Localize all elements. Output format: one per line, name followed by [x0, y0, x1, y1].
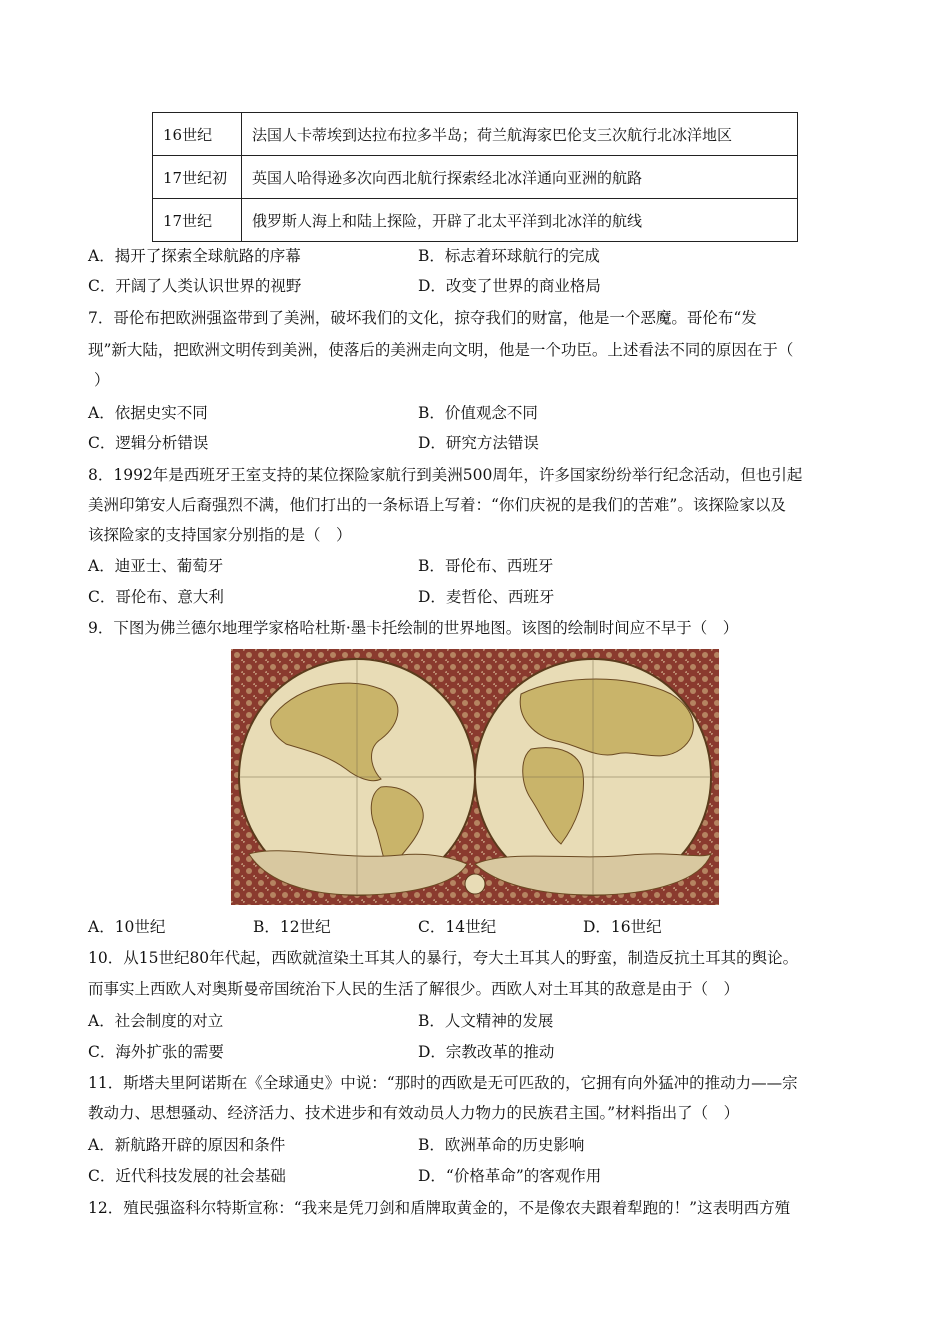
q12-stem-line: 12．殖民强盗科尔特斯宣称：“我来是凭刀剑和盾牌取黄金的，不是像农夫跟着犁跑的！”这表明西方殖 — [88, 1199, 791, 1217]
q10-stem-line: 10．从15世纪80年代起，西欧就渲染土耳其人的暴行，夸大土耳其人的野蛮，制造反抗土耳其的舆论。 — [88, 949, 799, 967]
q7-option-b[interactable]: B．价值观念不同 — [418, 404, 538, 422]
eastern-hemisphere — [475, 659, 711, 895]
q8-stem-line: 美洲印第安人后裔强烈不满，他们打出的一条标语上写着：“你们庆祝的是我们的苦难”。该探险家以及 — [88, 496, 786, 514]
q7-stem-line: ） — [94, 371, 110, 389]
table-row — [153, 156, 798, 199]
q9-option-b[interactable]: B．12世纪 — [253, 918, 331, 936]
event-cell: 英国人哈得逊多次向西北航行探索经北冰洋通向亚洲的航路 — [242, 156, 798, 199]
q11-option-b[interactable]: B．欧洲革命的历史影响 — [418, 1136, 585, 1154]
table-row — [153, 113, 798, 156]
q6-option-c[interactable]: C．开阔了人类认识世界的视野 — [88, 277, 302, 295]
q6-option-b[interactable]: B．标志着环球航行的完成 — [418, 247, 600, 265]
q8-stem-line: 8．1992年是西班牙王室支持的某位探险家航行到美洲500周年，许多国家纷纷举行纪念活动，但也引起 — [88, 466, 803, 484]
q10-option-c[interactable]: C．海外扩张的需要 — [88, 1043, 224, 1061]
q7-option-d[interactable]: D．研究方法错误 — [418, 434, 539, 452]
q8-option-b[interactable]: B．哥伦布、西班牙 — [418, 557, 554, 575]
q6-option-d[interactable]: D．改变了世界的商业格局 — [418, 277, 601, 295]
q11-option-d[interactable]: D．“价格革命”的客观作用 — [418, 1167, 602, 1185]
q11-option-a[interactable]: A．新航路开辟的原因和条件 — [88, 1136, 286, 1154]
q11-stem-line: 教动力、思想骚动、经济活力、技术进步和有效动员人力物力的民族君主国。”材料指出了（ ） — [88, 1104, 740, 1122]
q7-stem-line: 7．哥伦布把欧洲强盗带到了美洲，破坏我们的文化，掠夺我们的财富，他是一个恶魔。哥伦布“发 — [88, 309, 757, 327]
q10-stem-line: 而事实上西欧人对奥斯曼帝国统治下人民的生活了解很少。西欧人对土耳其的敌意是由于（ ） — [88, 980, 740, 998]
q8-option-d[interactable]: D．麦哲伦、西班牙 — [418, 588, 555, 606]
event-cell: 法国人卡蒂埃到达拉布拉多半岛；荷兰航海家巴伦支三次航行北冰洋地区 — [242, 113, 798, 156]
mercator-world-map — [231, 649, 719, 905]
q10-option-d[interactable]: D．宗教改革的推动 — [418, 1043, 555, 1061]
q8-option-a[interactable]: A．迪亚士、葡萄牙 — [88, 557, 224, 575]
q9-option-a[interactable]: A．10世纪 — [88, 918, 166, 936]
q9-stem-line: 9．下图为佛兰德尔地理学家格哈杜斯·墨卡托绘制的世界地图。该图的绘制时间应不早于（ ） — [88, 619, 739, 637]
event-cell: 俄罗斯人海上和陆上探险，开辟了北太平洋到北冰洋的航线 — [242, 199, 798, 242]
q9-option-c[interactable]: C．14世纪 — [418, 918, 497, 936]
q7-option-c[interactable]: C．逻辑分析错误 — [88, 434, 209, 452]
table-row — [153, 199, 798, 242]
q8-option-c[interactable]: C．哥伦布、意大利 — [88, 588, 224, 606]
era-cell: 16世纪 — [153, 113, 242, 156]
q7-stem-line: 现”新大陆，把欧洲文明传到美洲，使落后的美洲走向文明，他是一个功臣。上述看法不同的原因在于（ — [88, 341, 794, 359]
era-cell: 17世纪初 — [153, 156, 242, 199]
compass-rose-icon — [465, 874, 485, 894]
q11-stem-line: 11．斯塔夫里阿诺斯在《全球通史》中说：“那时的西欧是无可匹敌的，它拥有向外猛冲的推动力——宗 — [88, 1074, 798, 1092]
western-hemisphere — [239, 659, 475, 895]
q7-option-a[interactable]: A．依据史实不同 — [88, 404, 208, 422]
q8-stem-line: 该探险家的支持国家分别指的是（ ） — [88, 526, 352, 544]
q10-option-b[interactable]: B．人文精神的发展 — [418, 1012, 554, 1030]
history-table — [152, 112, 798, 242]
q10-option-a[interactable]: A．社会制度的对立 — [88, 1012, 224, 1030]
q11-option-c[interactable]: C．近代科技发展的社会基础 — [88, 1167, 286, 1185]
q6-option-a[interactable]: A．揭开了探索全球航路的序幕 — [88, 247, 301, 265]
era-cell: 17世纪 — [153, 199, 242, 242]
q9-option-d[interactable]: D．16世纪 — [583, 918, 662, 936]
